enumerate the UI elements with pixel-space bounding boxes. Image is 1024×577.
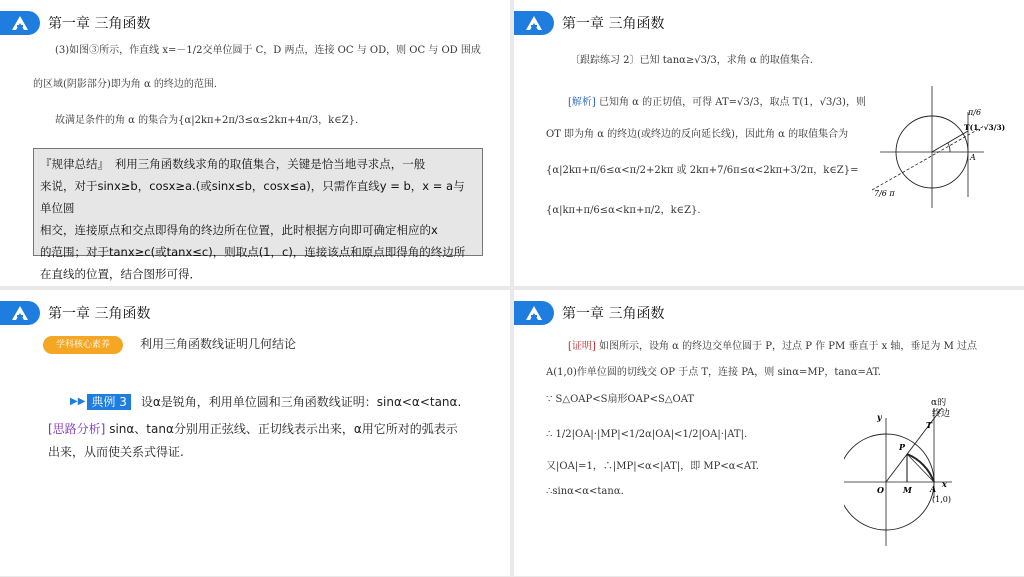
text-line: 故满足条件的角 α 的集合为{α|2kπ+2π/3≤α≤2kπ+4π/3，k∈Z}. — [55, 115, 359, 126]
summary-line: 『规律总结』 利用三角函数线求角的取值集合，关键是恰当地寻求点，一般 — [40, 157, 426, 171]
rule-summary-box — [33, 148, 483, 281]
proof-tag: [证明] — [568, 341, 596, 352]
label-o: O — [877, 485, 884, 495]
core-literacy-badge: 学科核心素养 — [43, 336, 123, 354]
analysis-line: {α|kπ+π/6≤α<kπ+π/2，k∈Z}. — [546, 205, 701, 216]
analysis-line — [568, 96, 866, 110]
summary-line: 的范围；对于tanx≥c(或tanx≤c)，则取点(1，c)，连接该点和原点即得角的终边所 — [40, 245, 466, 259]
label-a: A — [970, 153, 976, 162]
summary-line: 在直线的位置，结合图形可得． — [40, 267, 201, 281]
topic-title: 利用三角函数线证明几何结论 — [140, 337, 297, 351]
analysis-line: OT 即为角 α 的终边(或终边的反向延长线)，因此角 α 的取值集合为 — [546, 129, 849, 140]
label-p: P — [899, 442, 906, 452]
idea-line — [48, 421, 458, 437]
double-arrow-icon: ▶▶ — [70, 396, 86, 407]
logo-tab — [514, 301, 554, 325]
slide-1 — [0, 0, 510, 286]
logo-tab — [0, 11, 40, 35]
chapter-title: 第一章 三角函数 — [562, 306, 665, 322]
analysis-text: 已知角 α 的正切值，可得 AT=√3/3，取点 T(1，√3/3)，则 — [599, 97, 866, 108]
idea-line: 出来，从而使关系式得证. — [48, 445, 184, 459]
tangent-line-figure — [872, 82, 1020, 212]
proof-text: 如图所示，设角 α 的终边交单位圆于 P，过点 P 作 PM 垂直于 x 轴，垂足为 M 过点 — [599, 341, 978, 352]
label-t: T — [926, 420, 932, 430]
label-x: x — [942, 479, 947, 489]
chapter-title: 第一章 三角函数 — [48, 16, 151, 32]
proof-line — [568, 340, 977, 354]
slide-header — [514, 300, 664, 326]
slide-header — [0, 10, 150, 36]
proof-line: A(1,0)作单位圆的切线交 OP 于点 T，连接 PA，则 sinα=MP，tanα=AT. — [546, 367, 881, 378]
proof-line: ∴sinα<α<tanα. — [546, 486, 624, 497]
practice-text: 〔跟踪练习 2〕已知 tanα≥√3/3，求角 α 的取值集合. — [570, 55, 814, 66]
text-line: 的区域(阴影部分)即为角 α 的终边的范围. — [33, 79, 218, 90]
logo-icon — [11, 305, 29, 321]
logo-icon — [525, 305, 543, 321]
chapter-title: 第一章 三角函数 — [562, 16, 665, 32]
logo-tab — [0, 301, 40, 325]
idea-text: sinα、tanα分别用正弦线、正切线表示出来，α用它所对的弧表示 — [109, 422, 458, 436]
idea-tag: [思路分析] — [48, 422, 106, 436]
logo-icon — [525, 15, 543, 31]
analysis-line: {α|2kπ+π/6≤α<π/2+2kπ 或 2kπ+7/6π≤α<2kπ+3/2π，k∈Z}= — [546, 165, 859, 176]
slide-header — [0, 300, 150, 326]
chapter-title: 第一章 三角函数 — [48, 306, 151, 322]
analysis-tag: [解析] — [568, 97, 596, 108]
logo-tab — [514, 11, 554, 35]
slide-3 — [0, 290, 510, 576]
label-t: T(1, √3/3) — [964, 123, 1006, 132]
text-line: (3)如图③所示，作直线 x=－1/2交单位圆于 C，D 两点，连接 OC 与 OD，则 OC 与 OD 围成 — [55, 45, 481, 56]
label-m: M — [903, 485, 912, 495]
proof-line: 又|OA|=1，∴|MP|<α<|AT|，即 MP<α<AT. — [546, 461, 759, 472]
proof-line: ∴ 1/2|OA|·|MP|<1/2α|OA|<1/2|OA|·|AT|. — [546, 429, 748, 440]
logo-icon — [11, 15, 29, 31]
slide-header — [514, 10, 664, 36]
example-text: 设α是锐角，利用单位圆和三角函数线证明：sinα<α<tanα. — [140, 395, 462, 409]
summary-line: 相交，连接原点和交点即得角的终边所在位置，此时根据方向即可确定相应的x — [40, 223, 438, 237]
label-terminal-side: 终边 — [932, 409, 951, 419]
label-alpha: α的 — [931, 398, 947, 408]
label-a-coords: (1,0) — [932, 495, 951, 504]
summary-line: 来说，对于sinx≥b，cosx≥a.(或sinx≤b，cosx≤a)，只需作直线y = b，x = a与单位圆 — [40, 179, 465, 215]
example-heading — [70, 393, 461, 410]
slide-4 — [514, 290, 1024, 576]
label-y: y — [877, 412, 882, 422]
unit-circle-figure — [844, 398, 984, 548]
label-7pi-6: 7/6 π — [874, 189, 895, 198]
slide-2 — [514, 0, 1024, 286]
proof-line: ∵ S△OAP<S扇形OAP<S△OAT — [546, 394, 695, 405]
example-label: 典例 3 — [87, 394, 130, 410]
label-pi-6: π/6 — [968, 108, 982, 117]
label-a: A — [930, 484, 937, 494]
